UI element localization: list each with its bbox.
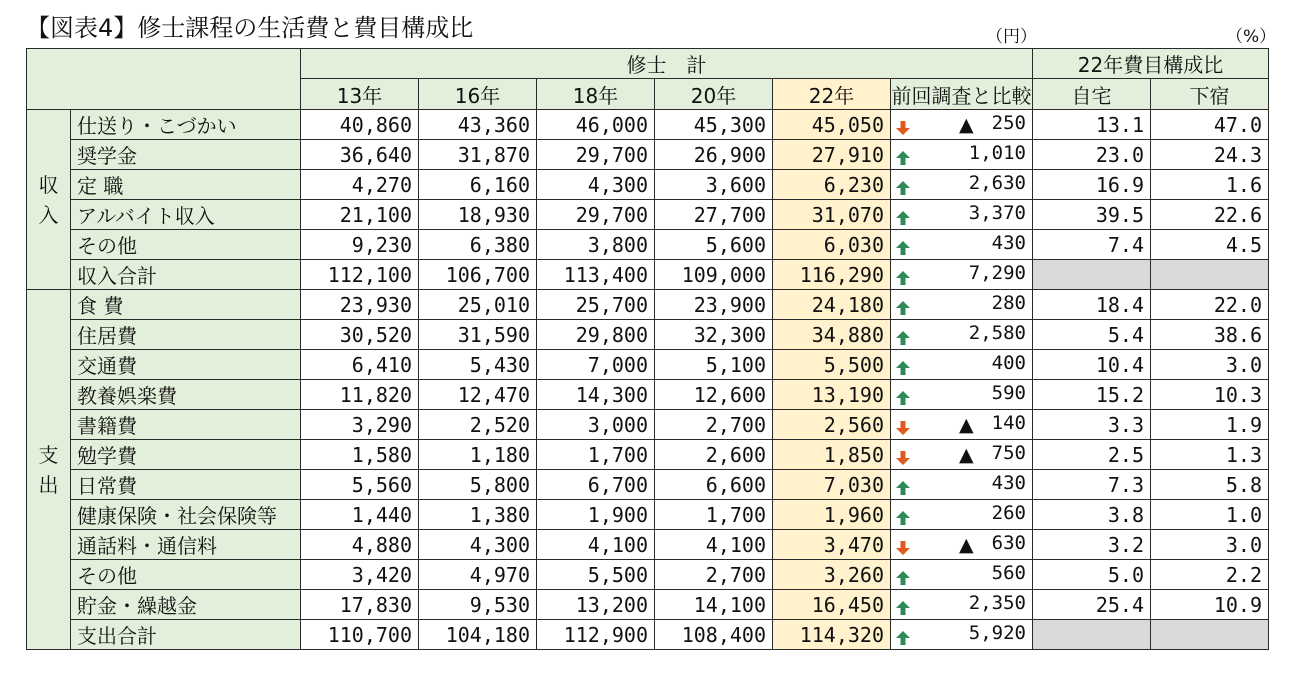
header-ratio-group: 22年費目構成比 xyxy=(1033,49,1269,79)
row-label: 通話料・通信料 xyxy=(71,530,301,560)
compare-cell xyxy=(891,140,1033,170)
up-arrow-icon xyxy=(895,507,911,523)
up-arrow-icon xyxy=(895,597,911,613)
value-16: 106,700 xyxy=(419,260,537,290)
table-row xyxy=(27,410,1269,440)
compare-value: 7,290 xyxy=(968,262,1026,284)
compare-value: 3,370 xyxy=(968,202,1026,224)
compare-cell xyxy=(891,590,1033,620)
decrease-triangle: ▲ xyxy=(959,534,974,556)
down-arrow-icon xyxy=(895,447,911,463)
value-22: 6,030 xyxy=(773,230,891,260)
value-20: 23,900 xyxy=(655,290,773,320)
value-13: 21,100 xyxy=(301,200,419,230)
ratio-lodging: 3.0 xyxy=(1151,350,1269,380)
decrease-triangle: ▲ xyxy=(959,444,974,466)
compare-cell xyxy=(891,410,1033,440)
value-22: 1,960 xyxy=(773,500,891,530)
value-13: 40,860 xyxy=(301,110,419,140)
category-expense-char-1: 支 xyxy=(38,442,59,467)
ratio-lodging: 3.0 xyxy=(1151,530,1269,560)
value-22: 114,320 xyxy=(773,620,891,650)
ratio-home: 18.4 xyxy=(1033,290,1151,320)
value-16: 4,970 xyxy=(419,560,537,590)
value-13: 3,290 xyxy=(301,410,419,440)
ratio-home: 3.3 xyxy=(1033,410,1151,440)
value-18: 6,700 xyxy=(537,470,655,500)
value-22: 1,850 xyxy=(773,440,891,470)
ratio-lodging: 1.6 xyxy=(1151,170,1269,200)
ratio-lodging: 22.0 xyxy=(1151,290,1269,320)
value-16: 18,930 xyxy=(419,200,537,230)
category-expense-char-2: 出 xyxy=(38,472,59,497)
value-20: 1,700 xyxy=(655,500,773,530)
compare-value: 140 xyxy=(991,412,1026,434)
header-year-18: 18年 xyxy=(537,79,655,110)
value-20: 5,100 xyxy=(655,350,773,380)
value-13: 17,830 xyxy=(301,590,419,620)
value-18: 29,800 xyxy=(537,320,655,350)
value-20: 109,000 xyxy=(655,260,773,290)
compare-value: 430 xyxy=(991,472,1026,494)
row-label: 貯金・繰越金 xyxy=(71,590,301,620)
ratio-home: 15.2 xyxy=(1033,380,1151,410)
ratio-lodging: 47.0 xyxy=(1151,110,1269,140)
table-row xyxy=(27,350,1269,380)
value-16: 5,800 xyxy=(419,470,537,500)
value-22: 3,260 xyxy=(773,560,891,590)
value-13: 1,440 xyxy=(301,500,419,530)
table-row xyxy=(27,620,1269,650)
table-row xyxy=(27,110,1269,140)
compare-cell xyxy=(891,620,1033,650)
compare-value: 630 xyxy=(991,532,1026,554)
ratio-home: 3.2 xyxy=(1033,530,1151,560)
table-row xyxy=(27,530,1269,560)
value-18: 4,100 xyxy=(537,530,655,560)
compare-cell xyxy=(891,170,1033,200)
value-20: 26,900 xyxy=(655,140,773,170)
value-13: 112,100 xyxy=(301,260,419,290)
compare-cell xyxy=(891,230,1033,260)
value-20: 27,700 xyxy=(655,200,773,230)
value-13: 9,230 xyxy=(301,230,419,260)
row-label: 奨学金 xyxy=(71,140,301,170)
value-13: 5,560 xyxy=(301,470,419,500)
table-row xyxy=(27,500,1269,530)
value-18: 29,700 xyxy=(537,200,655,230)
up-arrow-icon xyxy=(895,207,911,223)
compare-value: 1,010 xyxy=(968,142,1026,164)
value-20: 108,400 xyxy=(655,620,773,650)
ratio-lodging: 2.2 xyxy=(1151,560,1269,590)
value-13: 30,520 xyxy=(301,320,419,350)
table-row xyxy=(27,440,1269,470)
value-20: 5,600 xyxy=(655,230,773,260)
value-16: 2,520 xyxy=(419,410,537,440)
value-13: 1,580 xyxy=(301,440,419,470)
up-arrow-icon xyxy=(895,567,911,583)
compare-value: 5,920 xyxy=(968,622,1026,644)
value-18: 25,700 xyxy=(537,290,655,320)
table-row xyxy=(27,320,1269,350)
ratio-home: 5.4 xyxy=(1033,320,1151,350)
value-20: 12,600 xyxy=(655,380,773,410)
up-arrow-icon xyxy=(895,477,911,493)
compare-value: 750 xyxy=(991,442,1026,464)
up-arrow-icon xyxy=(895,357,911,373)
down-arrow-icon xyxy=(895,417,911,433)
ratio-lodging: 1.0 xyxy=(1151,500,1269,530)
value-13: 4,880 xyxy=(301,530,419,560)
decrease-triangle: ▲ xyxy=(959,114,974,136)
ratio-lodging: 10.3 xyxy=(1151,380,1269,410)
up-arrow-icon xyxy=(895,147,911,163)
row-label: 日常費 xyxy=(71,470,301,500)
value-22: 6,230 xyxy=(773,170,891,200)
value-18: 29,700 xyxy=(537,140,655,170)
value-13: 4,270 xyxy=(301,170,419,200)
value-13: 36,640 xyxy=(301,140,419,170)
row-label: その他 xyxy=(71,230,301,260)
value-16: 6,380 xyxy=(419,230,537,260)
ratio-lodging: 38.6 xyxy=(1151,320,1269,350)
compare-cell xyxy=(891,530,1033,560)
header-home: 自宅 xyxy=(1033,79,1151,110)
ratio-home: 16.9 xyxy=(1033,170,1151,200)
value-20: 6,600 xyxy=(655,470,773,500)
value-20: 32,300 xyxy=(655,320,773,350)
compare-cell xyxy=(891,260,1033,290)
ratio-lodging: 1.9 xyxy=(1151,410,1269,440)
value-18: 46,000 xyxy=(537,110,655,140)
ratio-home: 7.4 xyxy=(1033,230,1151,260)
value-20: 2,700 xyxy=(655,410,773,440)
ratio-lodging: 4.5 xyxy=(1151,230,1269,260)
row-label: アルバイト収入 xyxy=(71,200,301,230)
ratio-home: 10.4 xyxy=(1033,350,1151,380)
value-16: 4,300 xyxy=(419,530,537,560)
category-expense xyxy=(27,290,71,650)
unit-label-percent: （%） xyxy=(1226,27,1277,47)
value-16: 104,180 xyxy=(419,620,537,650)
ratio-home: 23.0 xyxy=(1033,140,1151,170)
row-label: 健康保険・社会保険等 xyxy=(71,500,301,530)
compare-cell xyxy=(891,200,1033,230)
value-20: 14,100 xyxy=(655,590,773,620)
figure-title: 【図表4】修士課程の生活費と費目構成比 xyxy=(26,14,474,42)
value-18: 3,800 xyxy=(537,230,655,260)
value-22: 2,560 xyxy=(773,410,891,440)
compare-value: 250 xyxy=(991,112,1026,134)
ratio-lodging-blank xyxy=(1151,620,1269,650)
value-16: 5,430 xyxy=(419,350,537,380)
value-22: 13,190 xyxy=(773,380,891,410)
header-year-13: 13年 xyxy=(301,79,419,110)
ratio-home: 3.8 xyxy=(1033,500,1151,530)
compare-cell xyxy=(891,560,1033,590)
ratio-home: 7.3 xyxy=(1033,470,1151,500)
row-label: その他 xyxy=(71,560,301,590)
value-18: 14,300 xyxy=(537,380,655,410)
up-arrow-icon xyxy=(895,177,911,193)
value-16: 31,590 xyxy=(419,320,537,350)
row-label: 仕送り・こづかい xyxy=(71,110,301,140)
row-label: 交通費 xyxy=(71,350,301,380)
value-13: 3,420 xyxy=(301,560,419,590)
ratio-lodging: 10.9 xyxy=(1151,590,1269,620)
value-13: 11,820 xyxy=(301,380,419,410)
table-row xyxy=(27,290,1269,320)
table-row xyxy=(27,260,1269,290)
value-13: 110,700 xyxy=(301,620,419,650)
ratio-lodging: 24.3 xyxy=(1151,140,1269,170)
ratio-home-blank xyxy=(1033,620,1151,650)
compare-value: 280 xyxy=(991,292,1026,314)
table-row xyxy=(27,230,1269,260)
compare-cell xyxy=(891,110,1033,140)
table-row xyxy=(27,590,1269,620)
value-22: 7,030 xyxy=(773,470,891,500)
value-16: 9,530 xyxy=(419,590,537,620)
compare-cell xyxy=(891,470,1033,500)
value-22: 3,470 xyxy=(773,530,891,560)
compare-cell xyxy=(891,440,1033,470)
row-label: 勉学費 xyxy=(71,440,301,470)
ratio-home: 25.4 xyxy=(1033,590,1151,620)
value-22: 16,450 xyxy=(773,590,891,620)
up-arrow-icon xyxy=(895,267,911,283)
up-arrow-icon xyxy=(895,297,911,313)
table-row xyxy=(27,140,1269,170)
compare-cell xyxy=(891,500,1033,530)
value-20: 2,700 xyxy=(655,560,773,590)
value-16: 6,160 xyxy=(419,170,537,200)
value-20: 4,100 xyxy=(655,530,773,560)
value-18: 5,500 xyxy=(537,560,655,590)
ratio-lodging: 1.3 xyxy=(1151,440,1269,470)
table-row xyxy=(27,470,1269,500)
unit-label-yen: （円） xyxy=(986,27,1037,47)
row-label: 定 職 xyxy=(71,170,301,200)
decrease-triangle: ▲ xyxy=(959,414,974,436)
ratio-lodging: 5.8 xyxy=(1151,470,1269,500)
compare-value: 2,630 xyxy=(968,172,1026,194)
value-22: 34,880 xyxy=(773,320,891,350)
value-18: 3,000 xyxy=(537,410,655,440)
table-row xyxy=(27,170,1269,200)
header-lodging: 下宿 xyxy=(1151,79,1269,110)
header-blank xyxy=(27,49,301,110)
value-18: 1,900 xyxy=(537,500,655,530)
value-22: 31,070 xyxy=(773,200,891,230)
up-arrow-icon xyxy=(895,327,911,343)
value-22: 27,910 xyxy=(773,140,891,170)
ratio-home: 2.5 xyxy=(1033,440,1151,470)
compare-value: 2,580 xyxy=(968,322,1026,344)
value-18: 113,400 xyxy=(537,260,655,290)
category-income-char-2: 入 xyxy=(38,202,59,227)
up-arrow-icon xyxy=(895,387,911,403)
value-16: 1,180 xyxy=(419,440,537,470)
value-18: 7,000 xyxy=(537,350,655,380)
value-16: 31,870 xyxy=(419,140,537,170)
compare-value: 2,350 xyxy=(968,592,1026,614)
value-18: 112,900 xyxy=(537,620,655,650)
header-year-22: 22年 xyxy=(773,79,891,110)
down-arrow-icon xyxy=(895,117,911,133)
row-label: 教養娯楽費 xyxy=(71,380,301,410)
compare-cell xyxy=(891,290,1033,320)
row-label: 食 費 xyxy=(71,290,301,320)
compare-cell xyxy=(891,350,1033,380)
value-13: 6,410 xyxy=(301,350,419,380)
table-row xyxy=(27,380,1269,410)
ratio-home: 13.1 xyxy=(1033,110,1151,140)
category-income xyxy=(27,110,71,290)
up-arrow-icon xyxy=(895,237,911,253)
header-year-16: 16年 xyxy=(419,79,537,110)
header-compare: 前回調査と比較 xyxy=(891,79,1033,110)
row-label: 収入合計 xyxy=(71,260,301,290)
value-22: 24,180 xyxy=(773,290,891,320)
living-cost-table xyxy=(26,48,1269,650)
compare-cell xyxy=(891,320,1033,350)
value-20: 3,600 xyxy=(655,170,773,200)
header-year-20: 20年 xyxy=(655,79,773,110)
up-arrow-icon xyxy=(895,627,911,643)
down-arrow-icon xyxy=(895,537,911,553)
ratio-home-blank xyxy=(1033,260,1151,290)
value-18: 1,700 xyxy=(537,440,655,470)
category-income-char-1: 収 xyxy=(38,172,59,197)
value-22: 116,290 xyxy=(773,260,891,290)
ratio-lodging: 22.6 xyxy=(1151,200,1269,230)
ratio-lodging-blank xyxy=(1151,260,1269,290)
value-13: 23,930 xyxy=(301,290,419,320)
table-row xyxy=(27,200,1269,230)
compare-value: 400 xyxy=(991,352,1026,374)
value-16: 12,470 xyxy=(419,380,537,410)
ratio-home: 39.5 xyxy=(1033,200,1151,230)
value-22: 5,500 xyxy=(773,350,891,380)
value-22: 45,050 xyxy=(773,110,891,140)
row-label: 住居費 xyxy=(71,320,301,350)
value-16: 1,380 xyxy=(419,500,537,530)
row-label: 支出合計 xyxy=(71,620,301,650)
value-20: 2,600 xyxy=(655,440,773,470)
value-16: 25,010 xyxy=(419,290,537,320)
value-18: 13,200 xyxy=(537,590,655,620)
value-16: 43,360 xyxy=(419,110,537,140)
compare-value: 260 xyxy=(991,502,1026,524)
value-20: 45,300 xyxy=(655,110,773,140)
compare-value: 560 xyxy=(991,562,1026,584)
compare-cell xyxy=(891,380,1033,410)
compare-value: 430 xyxy=(991,232,1026,254)
row-label: 書籍費 xyxy=(71,410,301,440)
value-18: 4,300 xyxy=(537,170,655,200)
table-row xyxy=(27,560,1269,590)
ratio-home: 5.0 xyxy=(1033,560,1151,590)
compare-value: 590 xyxy=(991,382,1026,404)
header-master-total: 修士 計 xyxy=(301,49,1033,79)
